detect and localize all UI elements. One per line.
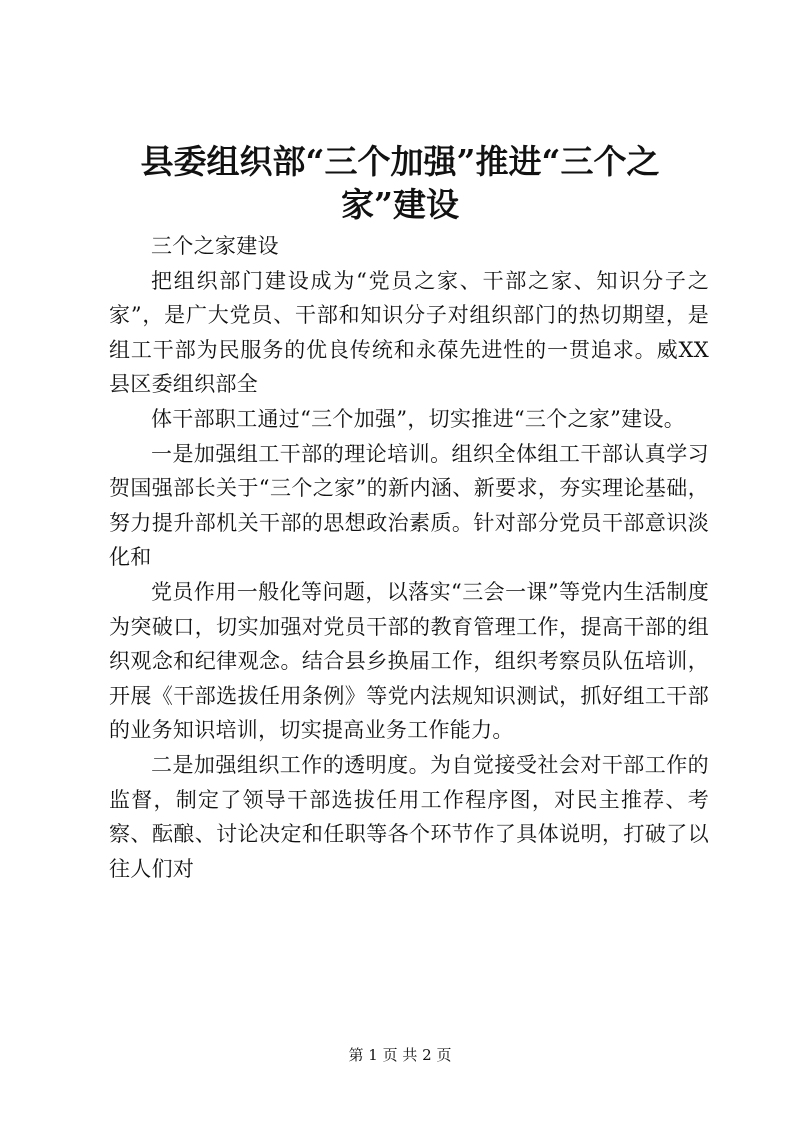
paragraph-4: 一是加强组工干部的理论培训。组织全体组工干部认真学习贺国强部长关于“三个之家”的新内涵、新要求，夯实理论基础，努力提升部机关干部的思想政治素质。针对部分党员干部意识淡化和 bbox=[109, 441, 709, 570]
paragraph-2: 把组织部门建设成为“党员之家、干部之家、知识分子之家”，是广大党员、干部和知识分子对组织部门的热切期望，是组工干部为民服务的优良传统和永葆先进性的一贯追求。威XX县区委组织部全 bbox=[109, 268, 709, 397]
paragraph-6: 二是加强组织工作的透明度。为自觉接受社会对干部工作的监督，制定了领导干部选拔任用工作程序图，对民主推荐、考察、酝酿、讨论决定和任职等各个环节作了具体说明，打破了以往人们对 bbox=[109, 752, 709, 881]
document-title: 县委组织部“三个加强”推进“三个之家”建设 bbox=[140, 142, 660, 224]
paragraph-3: 体干部职工通过“三个加强”，切实推进“三个之家”建设。 bbox=[151, 406, 686, 431]
paragraph-1: 三个之家建设 bbox=[151, 234, 279, 258]
document-body bbox=[109, 229, 709, 886]
paragraph-5: 党员作用一般化等问题，以落实“三会一课”等党内生活制度为突破口，切实加强对党员干部的教育管理工作，提高干部的组织观念和纪律观念。结合县乡换届工作，组织考察员队伍培训，开展《干部选拔任用条例》等党内法规知识测试，抓好组工干部的业务知识培训，切实提高业务工作能力。 bbox=[109, 579, 709, 743]
page-number-footer: 第 1 页 共 2 页 bbox=[348, 1046, 452, 1064]
